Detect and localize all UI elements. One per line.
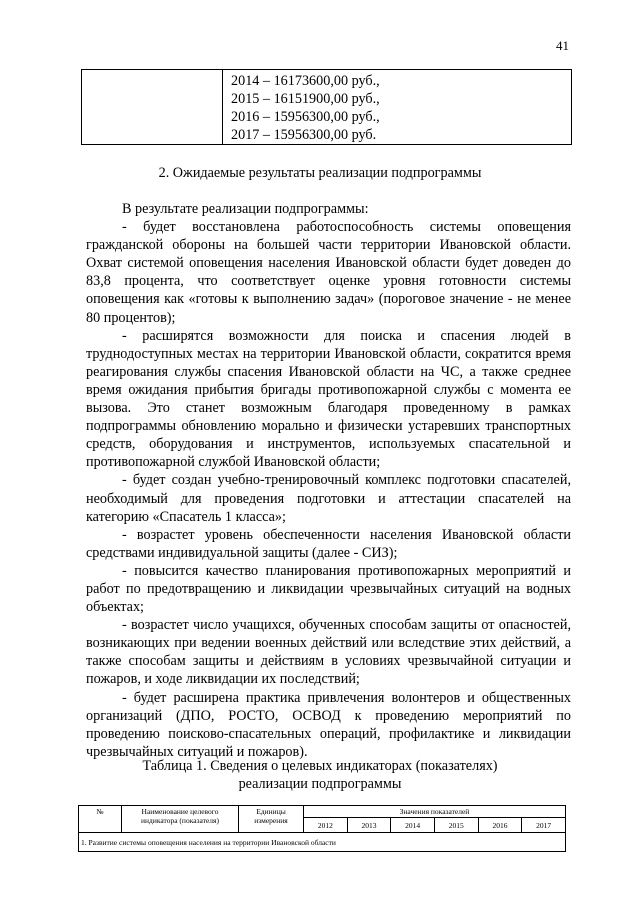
header-values: Значения показателей [304, 806, 566, 818]
body-item: - возрастет число учащихся, обученных способам защиты от опасностей, возникающих при ведении военных действий или вследствие этих действий, а также способам защиты и действиям в условиях чрезвычайной ситуации и пожаров, и ходе ликвидации их последствий; [86, 617, 571, 688]
body-text [86, 200, 571, 761]
header-num: № [79, 806, 122, 833]
page-number: 41 [556, 38, 569, 53]
header-name: Наименование целевого индикатора (показателя) [122, 806, 239, 833]
funding-table [81, 69, 572, 145]
funding-line-2015: 2015 – 16151900,00 руб., [231, 91, 380, 107]
table-title [0, 757, 640, 793]
table-title-line-2: реализации подпрограммы [238, 776, 402, 792]
year-cell: 2014 [391, 818, 435, 833]
body-intro: В результате реализации подпрограммы: [122, 201, 369, 217]
body-item: - возрастет уровень обеспеченности населения Ивановской области средствами индивидуальной защиты (далее - СИЗ); [86, 526, 571, 561]
funding-line-2017: 2017 – 15956300,00 руб. [231, 127, 377, 143]
funding-values-cell [223, 70, 572, 145]
year-cell: 2017 [522, 818, 566, 833]
year-cell: 2015 [434, 818, 478, 833]
body-item: - будет расширена практика привлечения волонтеров и общественных организаций (ДПО, РОСТО, ОСВОД к проведению мероприятий по проведению поисково-спасательных операций, профилактике и ликвидации чрезвычайных ситуаций и пожаров). [86, 689, 571, 760]
year-cell: 2016 [478, 818, 522, 833]
body-item: - будет создан учебно-тренировочный комплекс подготовки спасателей, необходимый для проведения подготовки и аттестации спасателей на категорию «Спасатель 1 класса»; [86, 472, 571, 525]
header-unit: Единицы измерения [239, 806, 304, 833]
year-cell: 2012 [304, 818, 348, 833]
funding-line-2016: 2016 – 15956300,00 руб., [231, 109, 380, 125]
year-cell: 2013 [347, 818, 391, 833]
indicator-table [78, 805, 566, 852]
body-item: - повысится качество планирования противопожарных мероприятий и работ по предотвращению и ликвидации чрезвычайных ситуаций на водных объектах; [86, 562, 571, 616]
funding-label-cell [82, 70, 223, 145]
body-item: - будет восстановлена работоспособность системы оповещения гражданской обороны на большей части территории Ивановской области. Охват системой оповещения населения Ивановской области будет доведен до 83,8 процента, что соответствует оценке уровня готовности системы оповещения как «готовы к выполнению задач» (пороговое значение - не менее 80 процентов); [86, 219, 571, 326]
section-title: 2. Ожидаемые результаты реализации подпрограммы [158, 165, 482, 181]
table-section-row: 1. Развитие системы оповещения населения на территории Ивановской области [79, 833, 566, 852]
table-title-line-1: Таблица 1. Сведения о целевых индикаторах (показателях) [142, 758, 498, 774]
funding-line-2014: 2014 – 16173600,00 руб., [231, 73, 380, 89]
body-item: - расширятся возможности для поиска и спасения людей в труднодоступных местах на территории Ивановской области, сократится время реагирования службы спасения Ивановской области на ЧС, а также среднее время ожидания прибытия бригады противопожарной службы с момента ее вызова. Это станет возможным благодаря проведенному в рамках подпрограммы обновлению морально и физически устаревших транспортных средств, оборудования и инструментов, используемых спасательной и противопожарной службой Ивановской области; [86, 327, 571, 471]
